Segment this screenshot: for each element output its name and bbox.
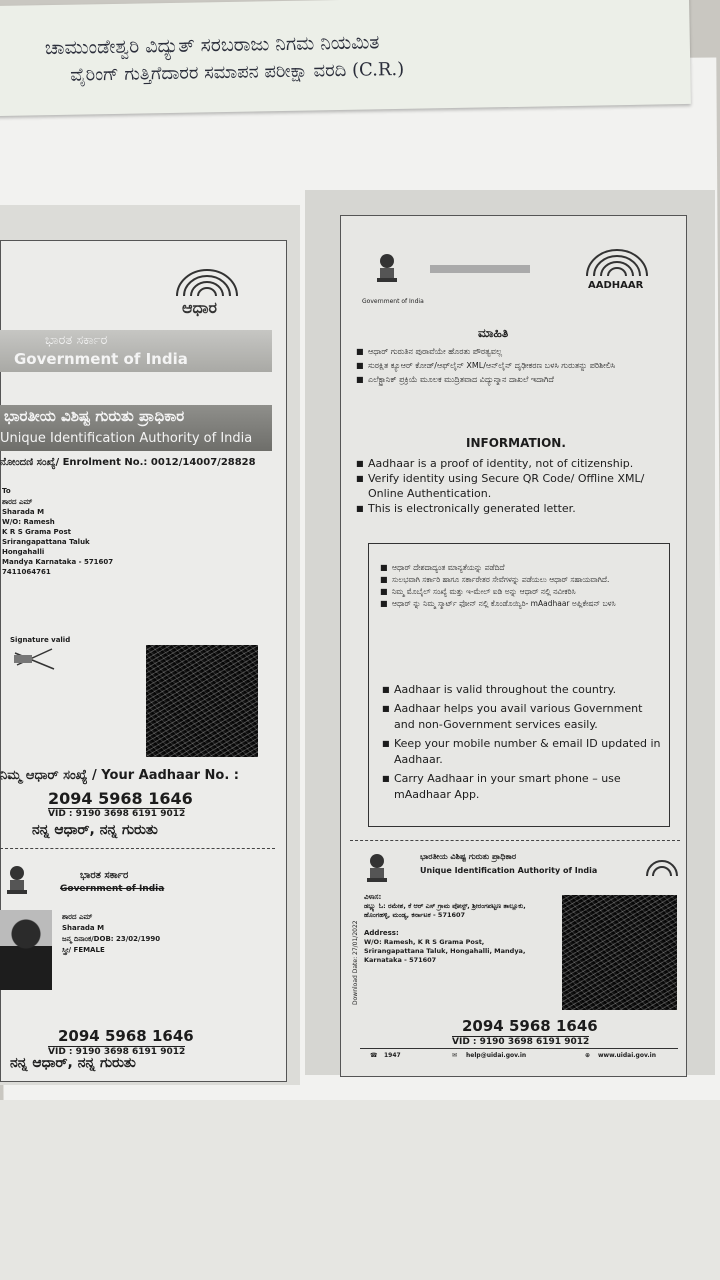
uidai-kannada: ಭಾರತೀಯ ವಿಶಿಷ್ಟ ಗುರುತು ಪ್ರಾಧಿಕಾರ	[4, 407, 185, 425]
cut-line	[0, 848, 275, 849]
address-line: W/O: Ramesh	[2, 518, 55, 526]
footer-web: www.uidai.gov.in	[598, 1052, 656, 1059]
address-to: To	[2, 487, 11, 495]
list-item: ■ Aadhaar helps you avail various Government and non-Government services easily.	[382, 701, 662, 733]
aadhaar-fingerprint-icon	[172, 268, 242, 298]
uidai-english: Unique Identification Authority of India	[0, 431, 253, 446]
email-icon: ✉	[452, 1052, 458, 1059]
benefits-english-list	[382, 682, 662, 803]
recipient-address	[2, 497, 122, 577]
signature-check-icon	[12, 645, 57, 673]
bottom-vid-number: VID : 9190 3698 6191 9012	[452, 1037, 590, 1047]
list-item: ■ ಸುಲಭವಾಗಿ ಸರ್ಕಾರಿ ಹಾಗೂ ಸರ್ಕಾರೇತರ ಸೇವೆಗಳನ್ನು ಪಡೆಯಲು ಆಧಾರ್ ಸಹಾಯವಾಗಿದೆ.	[380, 574, 660, 586]
bottom-sheet	[0, 1100, 720, 1280]
list-item: ■ This is electronically generated letter.	[356, 501, 678, 516]
holder-name-kannada: ಶಾರದ ಎಮ್	[62, 913, 93, 921]
aadhaar-logo-text: ಆಧಾರ	[182, 298, 218, 317]
aadhaar-fingerprint-icon	[645, 856, 679, 878]
aadhaar-number: 2094 5968 1646	[48, 789, 193, 808]
address-line: Mandya Karnataka - 571607	[2, 558, 114, 566]
lower-gov-english: Government of India	[60, 884, 165, 894]
lower-gov-kannada: ಭಾರತ ಸರ್ಕಾರ	[80, 870, 129, 881]
lower-uidai-kannada: ಭಾರತೀಯ ವಿಶಿಷ್ಟ ಗುರುತು ಪ್ರಾಧಿಕಾರ	[420, 852, 517, 861]
gov-english: Government of India	[14, 350, 188, 368]
list-item: ■ ನಿಮ್ಮ ಮೊಬೈಲ್ ಸಂಖ್ಯೆ ಮತ್ತು ಇ-ಮೇಲ್ ಐಡಿ ಅನ್ನು ಆಧಾರ್ ನಲ್ಲಿ ನವೀಕರಿಸಿ	[380, 586, 660, 598]
address-kannada: ಡಬ್ಲ್ಯು ಓ: ರಮೇಶ, ಕೆ ಆರ್ ಎಸ್ ಗ್ರಾಮ ಪೋಸ್ಟ್, ಶ್ರೀರಂಗಪಟ್ಟಣ ತಾಲ್ಲೂಕು, ಹೊಂಗಹಳ್ಳಿ, ಮಂಡ್ಯ, ಕರ್ನಾಟಕ - 571607	[364, 902, 526, 919]
header-band	[430, 265, 530, 273]
info-kannada-list	[356, 345, 656, 387]
lower-uidai-english: Unique Identification Authority of India	[420, 866, 598, 875]
report-form-header	[0, 0, 691, 116]
info-kannada-title: ಮಾಹಿತಿ	[478, 326, 509, 340]
address-line: Srirangapattana Taluk	[2, 538, 90, 546]
bottom-aadhaar-number: 2094 5968 1646	[462, 1017, 598, 1035]
footer-email: help@uidai.gov.in	[466, 1052, 527, 1059]
list-item: ■ Aadhaar is valid throughout the country.	[382, 682, 662, 698]
your-aadhaar-label: ನಿಮ್ಮ ಆಧಾರ್ ಸಂಖ್ಯೆ / Your Aadhaar No. :	[0, 768, 239, 783]
gov-label: Government of India	[362, 298, 424, 305]
download-date: Download Date: 27/01/2022	[352, 920, 359, 1005]
list-item: ■ Verify identity using Secure QR Code/ Offline XML/ Online Authentication.	[356, 471, 678, 501]
address-kannada-label: ವಿಳಾಸ:	[364, 893, 382, 901]
holder-gender: ಸ್ತ್ರೀ/ FEMALE	[62, 946, 105, 954]
list-item: ■ Keep your mobile number & email ID updated in Aadhaar.	[382, 736, 662, 768]
cut-line	[350, 840, 680, 841]
address-line: 7411064761	[2, 568, 51, 576]
web-icon: ⊕	[585, 1052, 591, 1059]
signature-valid: Signature valid	[10, 636, 71, 644]
qr-code	[146, 645, 258, 757]
list-item: ■ ಎಲೆಕ್ಟ್ರಾನಿಕ್ ಪ್ರಕ್ರಿಯೆ ಮೂಲಕ ಮುದ್ರಿತವಾದ ವಿದ್ಯುನ್ಮಾನ ದಾಖಲೆ ಇದಾಗಿದೆ	[356, 373, 656, 387]
info-title: INFORMATION.	[466, 436, 566, 450]
holder-photo	[0, 910, 52, 990]
vid-number: VID : 9190 3698 6191 9012	[48, 809, 186, 819]
holder-name: Sharada M	[62, 924, 105, 932]
benefits-kannada-list	[380, 562, 660, 610]
address-label: Address:	[364, 929, 399, 937]
list-item: ■ ಆಧಾರ್ ದೇಶದಾದ್ಯಂತ ಮಾನ್ಯತೆಯನ್ನು ಪಡೆದಿದೆ	[380, 562, 660, 574]
info-english-list	[356, 456, 678, 516]
address-line: K R S Grama Post	[2, 528, 71, 536]
list-item: ■ Aadhaar is a proof of identity, not of citizenship.	[356, 456, 678, 471]
address-english: W/O: Ramesh, K R S Grama Post, Srirangapattana Taluk, Hongahalli, Mandya, Karnataka - 571607	[364, 938, 526, 964]
address-line: Hongahalli	[2, 548, 45, 556]
letter-footer	[360, 1048, 678, 1061]
bottom-tagline: ನನ್ನ ಆಧಾರ್, ನನ್ನ ಗುರುತು	[10, 1055, 136, 1071]
qr-code	[562, 895, 677, 1010]
header-line-1: ಚಾಮುಂಡೇಶ್ವರಿ ವಿದ್ಯುತ್ ಸರಬರಾಜು ನಿಗಮ ನಿಯಮಿತ	[44, 31, 380, 60]
address-line: ಶಾರದ ಎಮ್	[2, 498, 33, 506]
national-emblem-icon	[374, 252, 400, 286]
address-line: Sharada M	[2, 508, 45, 516]
holder-dob: ಜನ್ಮ ದಿನಾಂಕ/DOB: 23/02/1990	[62, 935, 161, 943]
bottom-vid-number: VID : 9190 3698 6191 9012	[48, 1047, 186, 1057]
bottom-aadhaar-number: 2094 5968 1646	[58, 1027, 194, 1045]
aadhaar-tagline: ನನ್ನ ಆಧಾರ್, ನನ್ನ ಗುರುತು	[32, 822, 158, 838]
list-item: ■ Carry Aadhaar in your smart phone – use mAadhaar App.	[382, 771, 662, 803]
enrolment-number: ನೋಂದಣಿ ಸಂಖ್ಯೆ/ Enrolment No.: 0012/14007/28828	[0, 457, 256, 468]
national-emblem-icon	[364, 852, 390, 886]
footer-phone: 1947	[384, 1052, 401, 1059]
list-item: ■ ಆಧಾರ್ ನ್ನು ನಿಮ್ಮ ಸ್ಮಾರ್ಟ್ ಫೋನ್ ನಲ್ಲಿ ಕೊಂಡೊಯ್ಯಿರಿ- mAadhaar ಅಪ್ಲಿಕೇಷನ್ ಬಳಸಿ	[380, 598, 660, 610]
national-emblem-icon	[4, 864, 30, 898]
phone-icon: ☎	[370, 1052, 378, 1059]
gov-kannada: ಭಾರತ ಸರ್ಕಾರ	[45, 333, 108, 348]
aadhaar-fingerprint-icon	[582, 248, 652, 278]
list-item: ■ ಸುರಕ್ಷಿತ ಕ್ಯೂಆರ್ ಕೋಡ್/ಆಫ್‌ಲೈನ್ XML/ಆನ್‌ಲೈನ್ ದೃಢೀಕರಣ ಬಳಸಿ ಗುರುತನ್ನು ಪರಿಶೀಲಿಸಿ	[356, 359, 656, 373]
aadhaar-logo-text: AADHAAR	[588, 280, 644, 291]
list-item: ■ ಆಧಾರ್ ಗುರುತಿನ ಪುರಾವೆಯೇ ಹೊರತು ಪೌರತ್ವವಲ್ಲ	[356, 345, 656, 359]
header-line-2: ವೈರಿಂಗ್ ಗುತ್ತಿಗೆದಾರರ ಸಮಾಪನ ಪರೀಕ್ಷಾ ವರದಿ (C.R.)	[70, 58, 405, 86]
